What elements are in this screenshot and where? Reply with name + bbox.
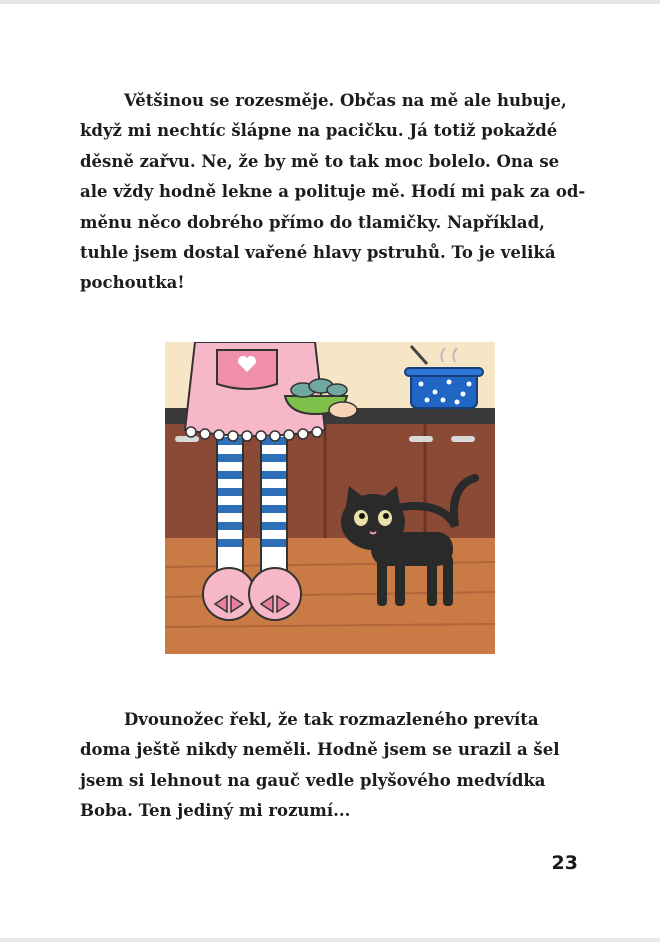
text-line: jsem si lehnout na gauč vedle plyšového medvídka (80, 770, 546, 790)
text-line: tuhle jsem dostal vařené hlavy pstruhů. To je veliká (80, 243, 556, 263)
text-line: když mi nechtíc šlápne na pacičku. Já totiž pokaždé (80, 121, 558, 141)
paragraph-2 (80, 705, 580, 827)
text-line: měnu něco dobrého přímo do tlamičky. Například, (80, 212, 545, 232)
page-bottom-edge (0, 938, 660, 942)
text-line: děsně zařvu. Ne, že by mě to tak moc bolelo. Ona se (80, 151, 560, 171)
kitchen-cat-illustration (165, 342, 495, 654)
text-line: Většinou se rozesměje. Občas na mě ale hubuje, (124, 91, 567, 110)
page-top-edge (0, 0, 660, 4)
paragraph-1 (80, 86, 586, 299)
text-line: Dvounožec řekl, že tak rozmazleného prevíta (124, 710, 539, 729)
text-line: pochoutka! (80, 273, 185, 293)
text-line: doma ještě nikdy neměli. Hodně jsem se urazil a šel (80, 740, 560, 760)
page-number: 23 (551, 852, 578, 874)
text-line: ale vždy hodně lekne a polituje mě. Hodí mi pak za od- (80, 182, 586, 202)
text-line: Boba. Ten jediný mi rozumí... (80, 801, 351, 821)
kitchen-cabinets (165, 424, 495, 542)
